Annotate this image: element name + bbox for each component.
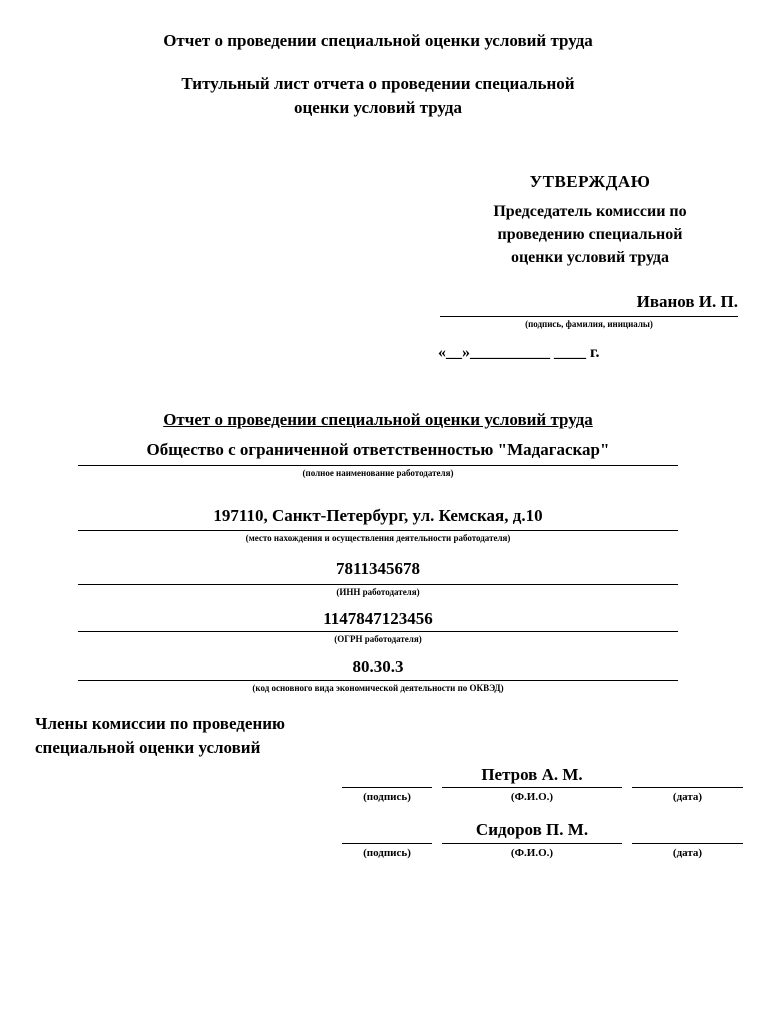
employer-inn-line <box>78 584 678 585</box>
member-signature-caption: (подпись) <box>363 791 411 803</box>
employer-ogrn: 1147847123456 <box>323 609 433 628</box>
approval-signature-caption: (подпись, фамилия, инициалы) <box>525 319 653 329</box>
approval-signature-line <box>440 316 738 317</box>
member-date-caption: (дата) <box>672 791 703 803</box>
approval-heading: УТВЕРЖДАЮ <box>529 172 651 191</box>
commission-members-title-line-2: специальной оценки условий <box>35 738 261 757</box>
member-name-line <box>442 843 622 844</box>
employer-inn: 7811345678 <box>335 559 421 578</box>
approval-date: «__»__________ ____ г. <box>438 344 600 361</box>
employer-okved: 80.30.3 <box>352 657 404 676</box>
member-signature-line <box>342 843 432 844</box>
employer-ogrn-line <box>78 631 678 632</box>
member-name: Сидоров П. М. <box>475 820 589 839</box>
employer-address-caption: (место нахождения и осуществления деятельности работодателя) <box>245 533 511 543</box>
title-sheet-line-1: Титульный лист отчета о проведении специальной <box>181 74 575 93</box>
employer-inn-caption: (ИНН работодателя) <box>336 587 420 597</box>
approval-position <box>440 200 740 269</box>
member-date-line <box>632 787 743 788</box>
member-name-caption: (Ф.И.О.) <box>510 791 554 803</box>
employer-okved-line <box>78 680 678 681</box>
title-sheet-line-2: оценки условий труда <box>294 98 462 117</box>
member-date-caption: (дата) <box>672 847 703 859</box>
approval-position-line-1: Председатель комиссии по <box>493 203 687 220</box>
report-title: Отчет о проведении специальной оценки условий труда <box>163 410 593 429</box>
member-date-line <box>632 843 743 844</box>
title-sheet-heading <box>0 72 756 120</box>
member-signature-line <box>342 787 432 788</box>
document-header-title: Отчет о проведении специальной оценки условий труда <box>163 31 593 50</box>
approval-position-line-2: проведению специальной <box>497 226 683 243</box>
member-name-line <box>442 787 622 788</box>
employer-ogrn-caption: (ОГРН работодателя) <box>334 634 422 644</box>
employer-name-caption: (полное наименование работодателя) <box>302 468 454 478</box>
member-name-caption: (Ф.И.О.) <box>510 847 554 859</box>
employer-name-line <box>78 465 678 466</box>
approval-signer-name: Иванов И. П. <box>636 292 738 311</box>
commission-members-title-line-1: Члены комиссии по проведению <box>35 714 286 733</box>
employer-address: 197110, Санкт-Петербург, ул. Кемская, д.10 <box>213 506 543 525</box>
employer-address-line <box>78 530 678 531</box>
employer-okved-caption: (код основного вида экономической деятельности по ОКВЭД) <box>252 683 504 693</box>
approval-position-line-3: оценки условий труда <box>510 249 670 266</box>
commission-members-title <box>35 712 435 760</box>
member-name: Петров А. М. <box>481 765 583 784</box>
member-signature-caption: (подпись) <box>363 847 411 859</box>
employer-name: Общество с ограниченной ответственностью "Мадагаскар" <box>146 440 610 459</box>
